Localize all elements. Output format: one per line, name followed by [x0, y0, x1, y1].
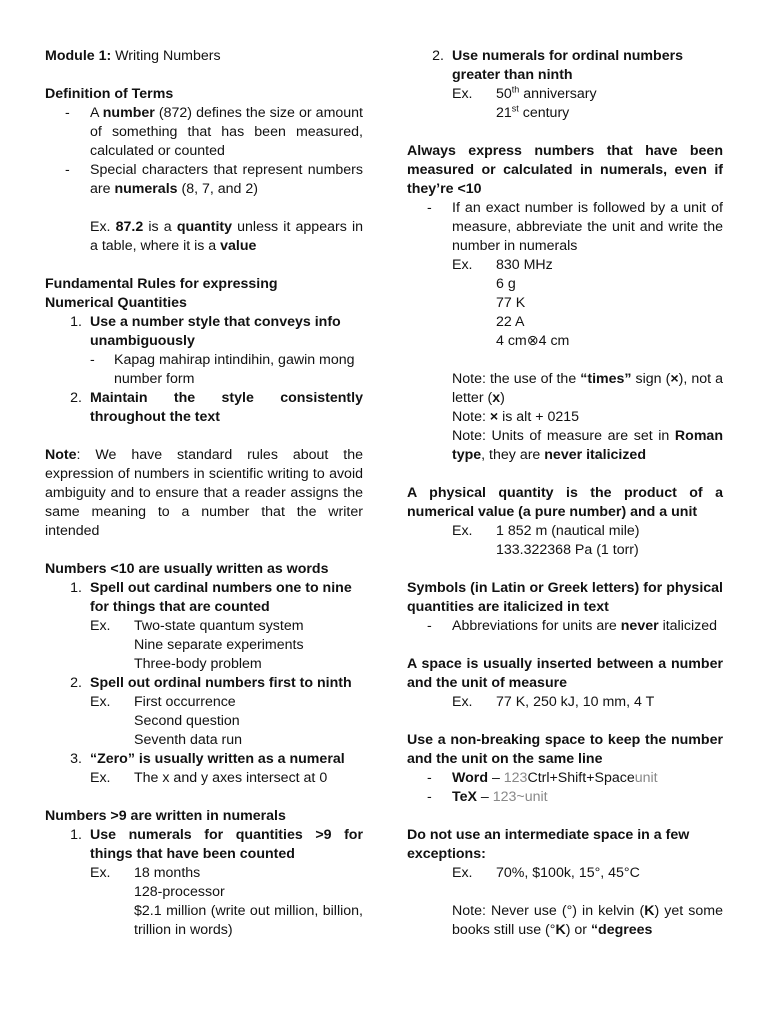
lt10-rule-3: 3. “Zero” is usually written as a numeral — [70, 751, 345, 767]
definition-numerals: - Special characters that represent numbers are numerals (8, 7, and 2) — [65, 162, 363, 197]
right-column — [407, 47, 723, 940]
note-roman-type: Note: Units of measure are set in Roman type, they are never italicized — [452, 428, 723, 463]
fundamental-rule-1-note: - Kapag mahirap intindihin, gawin mong number form — [90, 352, 355, 387]
gt9-heading: Numbers >9 are written in numerals — [45, 808, 286, 824]
symbols-heading: Symbols (in Latin or Greek letters) for physical quantities are italicized in text — [407, 580, 723, 615]
always-item: - If an exact number is followed by a unit of measure, abbreviate the unit and write the number in numerals — [427, 200, 723, 254]
lt10-rule-1-examples: Ex. Two-state quantum system Nine separate experiments Three-body problem — [90, 618, 304, 672]
gt9-rule-1: 1. Use numerals for quantities >9 for things that have been counted — [70, 827, 363, 862]
always-heading: Always express numbers that have been measured or calculated in numerals, even if they’re <10 — [407, 143, 723, 197]
definition-number: - A number (872) defines the size or amount of something that has been measured, calculated or counted — [65, 105, 363, 159]
physical-quantity-heading: A physical quantity is the product of a numerical value (a pure number) and a unit — [407, 485, 723, 520]
definition-example: Ex. 87.2 is a quantity unless it appears in a table, where it is a value — [90, 219, 363, 254]
space-heading: A space is usually inserted between a number and the unit of measure — [407, 656, 723, 691]
gt9-rule-2-examples: Ex. 50th anniversary 21st century — [452, 84, 597, 121]
no-intermediate-space-heading: Do not use an intermediate space in a few exceptions: — [407, 827, 690, 862]
nbsp-word: - Word – 123Ctrl+Shift+Spaceunit — [427, 770, 658, 786]
space-example: Ex. 77 K, 250 kJ, 10 mm, 4 T — [452, 694, 655, 710]
lt10-rule-2-examples: Ex. First occurrence Second question Seventh data run — [90, 694, 243, 748]
gt9-rule-1-examples: Ex. 18 months 128-processor $2.1 million (write out million, billion, trillion in words) — [90, 865, 363, 938]
note-times-sign: Note: the use of the “times” sign (×), not a letter (x) — [452, 371, 723, 406]
gt9-rule-2: 2. Use numerals for ordinal numbers greater than ninth — [432, 48, 683, 83]
physical-quantity-examples: Ex. 1 852 m (nautical mile) 133.322368 Pa (1 torr) — [452, 523, 640, 558]
fundamental-rule-2: 2. Maintain the style consistently throughout the text — [70, 390, 363, 425]
nbsp-heading: Use a non-breaking space to keep the number and the unit on the same line — [407, 732, 723, 767]
lt10-rule-3-example: Ex. The x and y axes intersect at 0 — [90, 770, 328, 786]
lt10-rule-1: 1. Spell out cardinal numbers one to nine for things that are counted — [70, 580, 352, 615]
fundamental-heading: Fundamental Rules for expressing Numerical Quantities — [45, 276, 278, 311]
note-paragraph: Note: We have standard rules about the expression of numbers in scientific writing to avoid ambiguity and to ensure that a reader assigns the same meaning to a number that the writer intended — [45, 447, 363, 539]
kelvin-note: Note: Never use (°) in kelvin (K) yet some books still use (°K) or “degrees — [452, 903, 723, 938]
no-intermediate-space-example: Ex. 70%, $100k, 15°, 45°C — [452, 865, 640, 881]
note-alt-code: Note: × is alt + 0215 — [452, 409, 580, 425]
nbsp-tex: - TeX – 123~unit — [427, 789, 548, 805]
lt10-rule-2: 2. Spell out ordinal numbers first to ninth — [70, 675, 352, 691]
fundamental-rule-1: 1. Use a number style that conveys info unambiguously — [70, 314, 341, 349]
lt10-heading: Numbers <10 are usually written as words — [45, 561, 329, 577]
left-column — [45, 47, 363, 940]
definition-heading: Definition of Terms — [45, 86, 174, 102]
always-examples: Ex. 830 MHz 6 g 77 K 22 A 4 cm⊗4 cm — [452, 257, 570, 349]
symbols-item: - Abbreviations for units are never italicized — [427, 618, 717, 634]
module-title: Module 1: Writing Numbers — [45, 48, 221, 64]
